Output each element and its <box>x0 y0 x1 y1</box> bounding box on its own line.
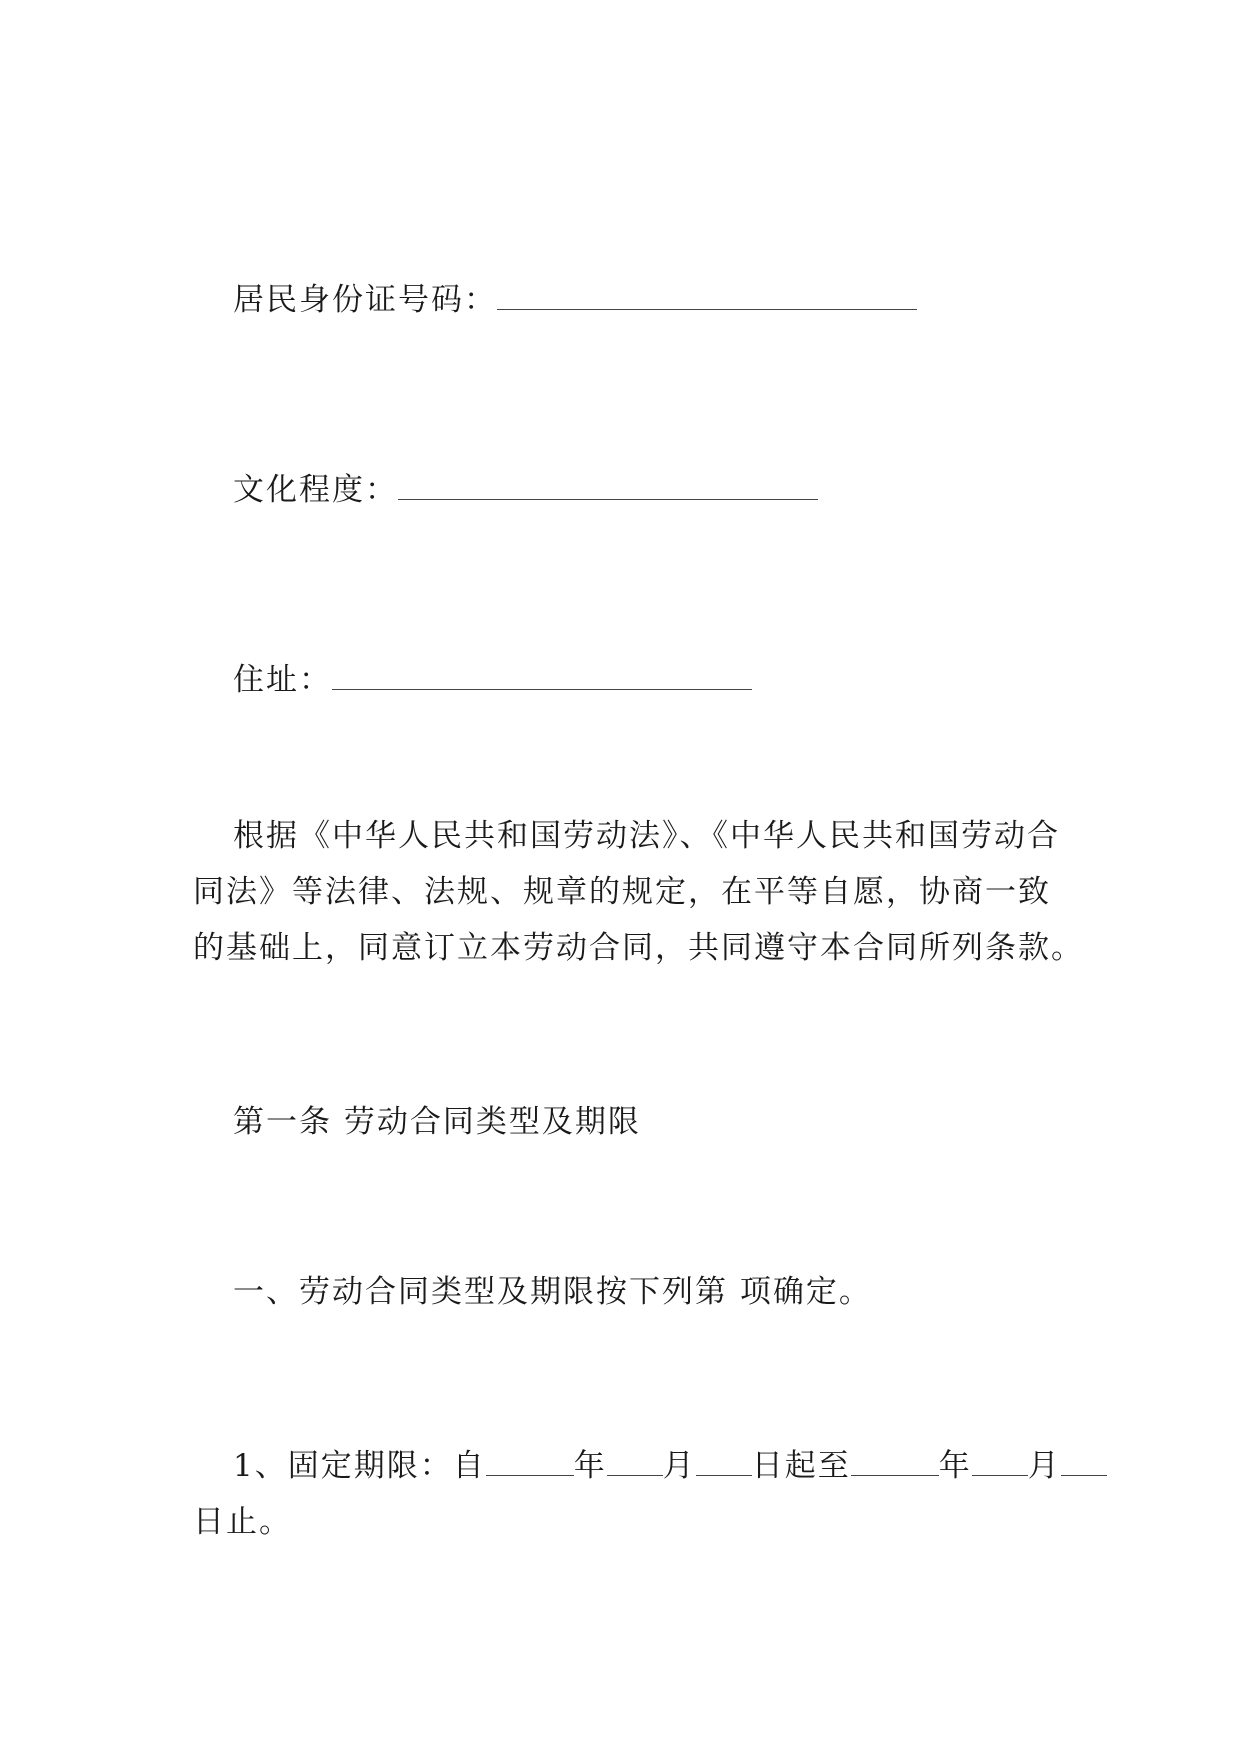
education-blank[interactable] <box>398 463 818 500</box>
fixed-term-end: 日止。 <box>193 1504 292 1540</box>
end-year-label: 年 <box>938 1448 972 1484</box>
id-number-row <box>233 272 1103 328</box>
preamble-line-1: 根据《中华人民共和国劳动法》、《中华人民共和国劳动合 <box>233 818 1060 854</box>
preamble-line-3: 的基础上，同意订立本劳动合同，共同遵守本合同所列条款。 <box>193 930 1084 966</box>
end-year-blank[interactable] <box>851 1439 939 1476</box>
start-day-label: 日起至 <box>751 1448 851 1484</box>
start-year-blank[interactable] <box>486 1439 574 1476</box>
address-row <box>233 652 1103 708</box>
end-day-blank[interactable] <box>1061 1439 1107 1476</box>
article-1-clause-1: 一、劳动合同类型及期限按下列第 项确定。 <box>233 1274 872 1310</box>
address-label: 住址： <box>233 662 332 698</box>
start-month-blank[interactable] <box>607 1439 663 1476</box>
id-number-label: 居民身份证号码： <box>233 282 497 318</box>
preamble-line-2: 同法》等法律、法规、规章的规定，在平等自愿，协商一致 <box>193 874 1051 910</box>
fixed-term-row <box>233 1438 1103 1494</box>
end-month-label: 月 <box>1027 1448 1061 1484</box>
end-month-blank[interactable] <box>972 1439 1028 1476</box>
address-blank[interactable] <box>332 653 752 690</box>
id-number-blank[interactable] <box>497 273 917 310</box>
start-year-label: 年 <box>573 1448 607 1484</box>
fixed-term-prefix: 1、固定期限：自 <box>233 1448 486 1484</box>
start-month-label: 月 <box>662 1448 696 1484</box>
start-day-blank[interactable] <box>696 1439 752 1476</box>
education-row <box>233 462 1103 518</box>
education-label: 文化程度： <box>233 472 398 508</box>
article-1-heading: 第一条 劳动合同类型及期限 <box>233 1104 641 1140</box>
